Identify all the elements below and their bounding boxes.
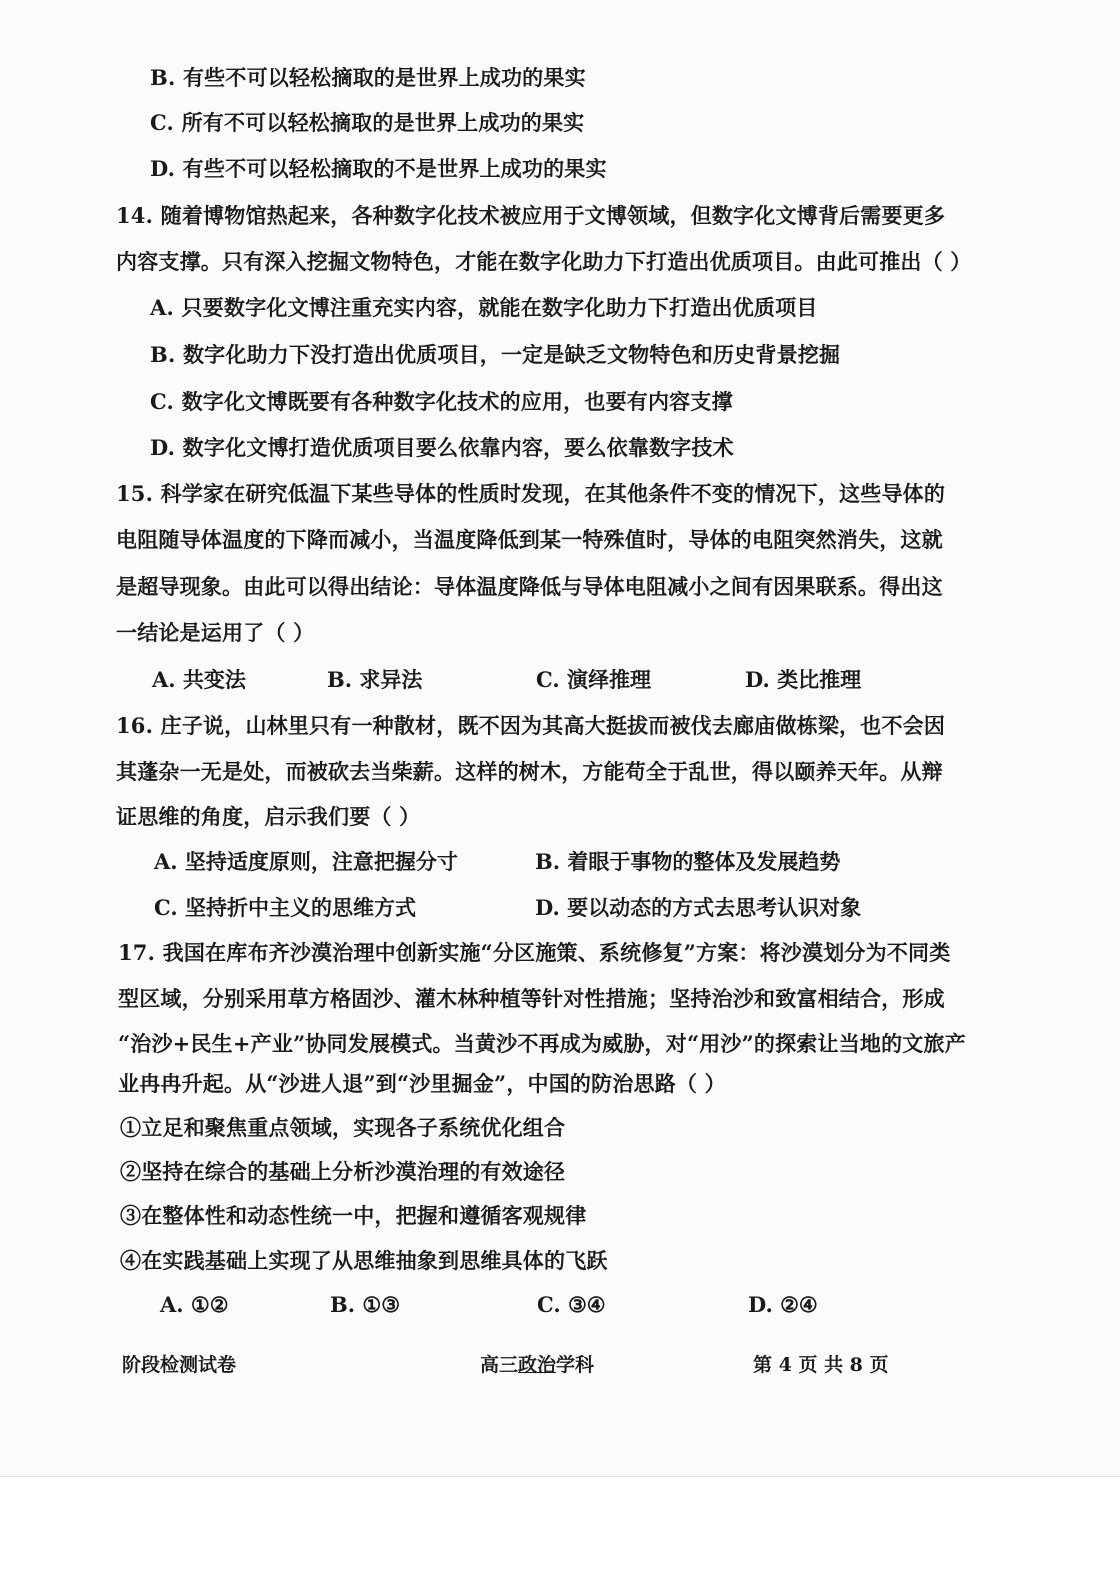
q14-stem-line1: 14. 随着博物馆热起来，各种数字化技术被应用于文博领域，但数字化文博背后需要更多 xyxy=(116,203,946,228)
q13-option-b: B. 有些不可以轻松摘取的是世界上成功的果实 xyxy=(150,65,586,90)
q14-stem-line2: 内容支撑。只有深入挖掘文物特色，才能在数字化助力下打造出优质项目。由此可推出（ ） xyxy=(116,249,972,274)
footer-subject xyxy=(480,1350,594,1377)
q16-options-row1 xyxy=(0,846,1120,876)
q14-option-c: C. 数字化文博既要有各种数字化技术的应用，也要有内容支撑 xyxy=(150,389,733,414)
q17-option-c: C. ③④ xyxy=(537,1292,606,1317)
q15-options xyxy=(0,664,1120,694)
q13-option-d: D. 有些不可以轻松摘取的不是世界上成功的果实 xyxy=(150,156,607,181)
footer-subject-prefix: 高三 xyxy=(480,1354,519,1376)
footer-page-number: 第 4 页 共 8 页 xyxy=(753,1354,889,1376)
q17-item-3: ③在整体性和动态性统一中，把握和遵循客观规律 xyxy=(120,1203,587,1228)
q15-stem-line4: 一结论是运用了（ ） xyxy=(116,620,315,645)
q17-option-d: D. ②④ xyxy=(748,1292,818,1317)
q16-stem-line2: 其蓬杂一无是处，而被砍去当柴薪。这样的树木，方能苟全于乱世，得以颐养天年。从辩 xyxy=(116,759,943,784)
q15-option-a: A. 共变法 xyxy=(152,667,246,692)
q15-stem-line3: 是超导现象。由此可以得出结论：导体温度降低与导体电阻减小之间有因果联系。得出这 xyxy=(116,574,943,599)
q17-stem-line1: 17. 我国在库布齐沙漠治理中创新实施“分区施策、系统修复”方案：将沙漠划分为不同类 xyxy=(118,940,951,965)
q16-option-d: D. 要以动态的方式去思考认识对象 xyxy=(535,895,862,920)
footer-exam-name: 阶段检测试卷 xyxy=(122,1354,237,1376)
q17-stem-line3: “治沙+民生+产业”协同发展模式。当黄沙不再成为威胁，对“用沙”的探索让当地的文旅产 xyxy=(118,1031,966,1056)
q16-options-row2 xyxy=(0,892,1120,922)
footer-subject-underlined: 政治 xyxy=(518,1354,557,1376)
q17-stem-line4: 业冉冉升起。从“沙进人退”到“沙里掘金”，中国的防治思路（ ） xyxy=(118,1071,726,1096)
q14-option-b: B. 数字化助力下没打造出优质项目，一定是缺乏文物特色和历史背景挖掘 xyxy=(150,342,841,367)
q15-option-c: C. 演绎推理 xyxy=(536,667,651,692)
q16-stem-line3: 证思维的角度，启示我们要（ ） xyxy=(116,804,421,829)
q15-stem-line2: 电阻随导体温度的下降而减小，当温度降低到某一特殊值时，导体的电阻突然消失，这就 xyxy=(116,527,943,552)
footer-subject-suffix: 学科 xyxy=(556,1354,595,1376)
q15-option-b: B. 求异法 xyxy=(327,667,423,692)
q16-option-c: C. 坚持折中主义的思维方式 xyxy=(154,895,416,920)
q13-option-c: C. 所有不可以轻松摘取的是世界上成功的果实 xyxy=(150,110,585,135)
q17-options xyxy=(0,1292,1120,1322)
q16-stem-line1: 16. 庄子说，山林里只有一种散材，既不因为其高大挺拔而被伐去廊庙做栋梁，也不会因 xyxy=(116,713,946,738)
q17-option-b: B. ①③ xyxy=(330,1292,401,1317)
q17-item-1: ①立足和聚焦重点领域，实现各子系统优化组合 xyxy=(120,1115,566,1140)
q14-option-a: A. 只要数字化文博注重充实内容，就能在数字化助力下打造出优质项目 xyxy=(150,295,818,320)
q16-option-b: B. 着眼于事物的整体及发展趋势 xyxy=(535,849,841,874)
q17-item-2: ②坚持在综合的基础上分析沙漠治理的有效途径 xyxy=(120,1159,566,1184)
q17-option-a: A. ①② xyxy=(160,1292,229,1317)
q15-stem-line1: 15. 科学家在研究低温下某些导体的性质时发现，在其他条件不变的情况下，这些导体的 xyxy=(116,481,946,506)
q17-item-4: ④在实践基础上实现了从思维抽象到思维具体的飞跃 xyxy=(120,1248,608,1273)
q14-option-d: D. 数字化文博打造优质项目要么依靠内容，要么依靠数字技术 xyxy=(150,435,734,460)
q17-stem-line2: 型区域，分别采用草方格固沙、灌木林种植等针对性措施；坚持治沙和致富相结合，形成 xyxy=(118,986,945,1011)
q16-option-a: A. 坚持适度原则，注意把握分寸 xyxy=(154,849,458,874)
q15-option-d: D. 类比推理 xyxy=(745,667,862,692)
